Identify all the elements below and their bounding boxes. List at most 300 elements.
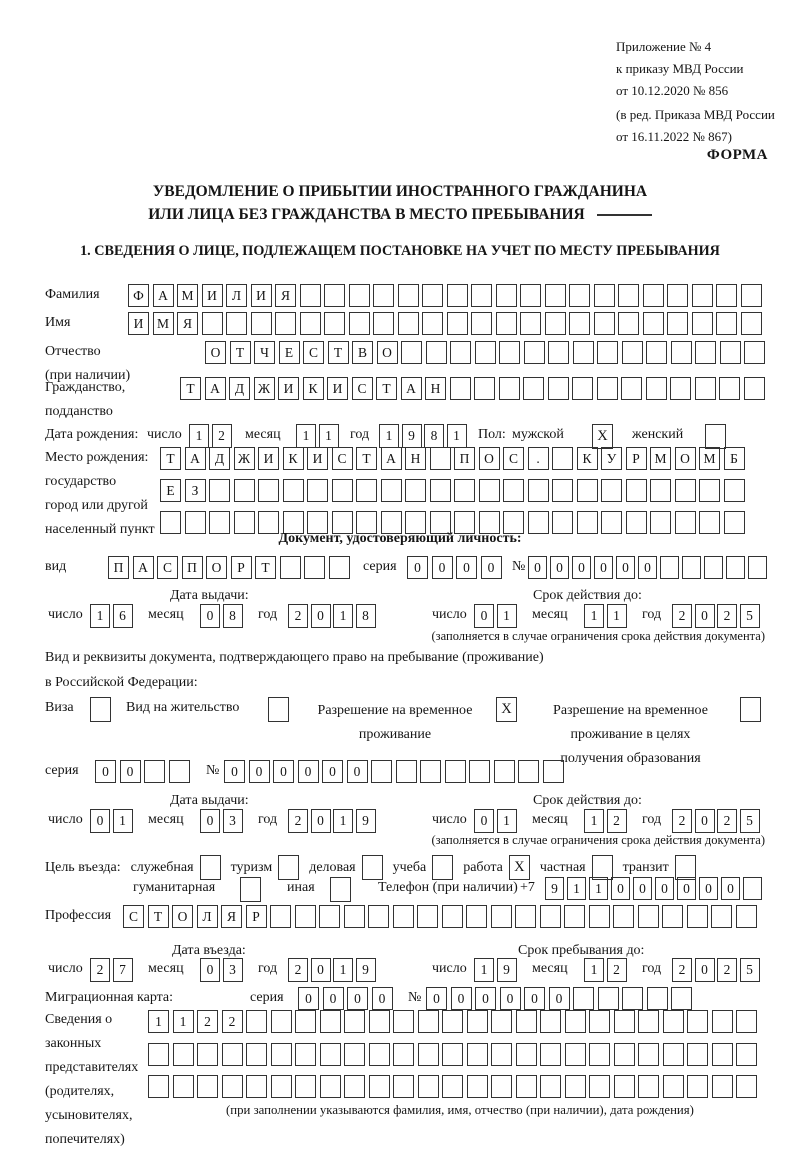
char-cell[interactable] [251, 312, 272, 335]
char-cell[interactable]: И [278, 377, 299, 400]
char-cell[interactable] [663, 1010, 684, 1033]
char-cell[interactable] [271, 1043, 292, 1066]
char-cell[interactable]: Ж [254, 377, 275, 400]
char-cell[interactable] [246, 1010, 267, 1033]
char-cell[interactable]: 0 [407, 556, 428, 579]
char-cell[interactable]: И [251, 284, 272, 307]
char-cell[interactable] [467, 1075, 488, 1098]
char-cell[interactable] [442, 1043, 463, 1066]
char-cell[interactable]: 8 [424, 424, 444, 448]
char-cell[interactable]: Т [148, 905, 169, 928]
char-cell[interactable] [447, 284, 468, 307]
char-cell[interactable] [520, 284, 541, 307]
char-cell[interactable] [499, 377, 520, 400]
char-cell[interactable]: 0 [90, 809, 110, 833]
char-cell[interactable]: А [381, 447, 402, 470]
char-cell[interactable]: С [303, 341, 324, 364]
char-cell[interactable] [643, 312, 664, 335]
char-cell[interactable]: 0 [524, 987, 545, 1010]
char-cell[interactable]: 1 [589, 877, 608, 900]
char-cell[interactable] [598, 987, 619, 1010]
char-cell[interactable]: Я [177, 312, 198, 335]
char-cell[interactable] [369, 1010, 390, 1033]
char-cell[interactable] [515, 905, 536, 928]
char-cell[interactable] [148, 1075, 169, 1098]
char-cell[interactable]: Е [279, 341, 300, 364]
char-cell[interactable]: . [528, 447, 549, 470]
char-cell[interactable]: 2 [717, 809, 737, 833]
char-cell[interactable] [589, 905, 610, 928]
char-cell[interactable]: 6 [113, 604, 133, 628]
char-cell[interactable] [682, 556, 701, 579]
char-cell[interactable] [545, 284, 566, 307]
char-cell[interactable] [569, 312, 590, 335]
char-cell[interactable]: С [157, 556, 178, 579]
char-cell[interactable] [516, 1043, 537, 1066]
sex-male-checkbox[interactable]: X [592, 424, 613, 449]
char-cell[interactable] [398, 284, 419, 307]
char-cell[interactable] [638, 1075, 659, 1098]
purpose-work-checkbox[interactable]: X [509, 855, 530, 880]
char-cell[interactable]: 1 [474, 958, 494, 982]
char-cell[interactable] [675, 479, 696, 502]
char-cell[interactable] [491, 1043, 512, 1066]
char-cell[interactable] [371, 760, 392, 783]
char-cell[interactable] [324, 312, 345, 335]
char-cell[interactable]: Л [226, 284, 247, 307]
char-cell[interactable] [520, 312, 541, 335]
char-cell[interactable]: 0 [474, 604, 494, 628]
char-cell[interactable] [368, 905, 389, 928]
char-cell[interactable] [589, 1043, 610, 1066]
char-cell[interactable] [258, 479, 279, 502]
char-cell[interactable] [736, 1043, 757, 1066]
char-cell[interactable] [450, 341, 471, 364]
char-cell[interactable]: 1 [333, 604, 353, 628]
char-cell[interactable] [594, 284, 615, 307]
char-cell[interactable] [430, 479, 451, 502]
char-cell[interactable]: 9 [497, 958, 517, 982]
char-cell[interactable] [712, 1010, 733, 1033]
char-cell[interactable] [479, 479, 500, 502]
char-cell[interactable] [430, 447, 451, 470]
char-cell[interactable] [516, 1010, 537, 1033]
visa-checkbox[interactable] [90, 697, 111, 722]
char-cell[interactable]: С [123, 905, 144, 928]
char-cell[interactable]: 0 [311, 604, 331, 628]
char-cell[interactable]: К [283, 447, 304, 470]
char-cell[interactable]: 2 [672, 604, 692, 628]
char-cell[interactable]: 1 [333, 958, 353, 982]
char-cell[interactable]: 0 [549, 987, 570, 1010]
char-cell[interactable] [300, 284, 321, 307]
char-cell[interactable] [540, 905, 561, 928]
char-cell[interactable]: 0 [594, 556, 613, 579]
char-cell[interactable] [499, 341, 520, 364]
char-cell[interactable]: 0 [633, 877, 652, 900]
char-cell[interactable] [597, 377, 618, 400]
char-cell[interactable] [618, 284, 639, 307]
char-cell[interactable]: 0 [249, 760, 270, 783]
char-cell[interactable]: 0 [298, 760, 319, 783]
char-cell[interactable]: 1 [567, 877, 586, 900]
char-cell[interactable]: 0 [372, 987, 393, 1010]
char-cell[interactable] [422, 312, 443, 335]
char-cell[interactable]: Т [230, 341, 251, 364]
char-cell[interactable]: 3 [223, 809, 243, 833]
char-cell[interactable] [442, 1010, 463, 1033]
char-cell[interactable]: М [650, 447, 671, 470]
residence-permit-checkbox[interactable] [268, 697, 289, 722]
char-cell[interactable] [148, 1043, 169, 1066]
char-cell[interactable]: Т [160, 447, 181, 470]
char-cell[interactable] [565, 1043, 586, 1066]
char-cell[interactable] [396, 760, 417, 783]
char-cell[interactable] [344, 1010, 365, 1033]
char-cell[interactable] [743, 877, 762, 900]
char-cell[interactable] [369, 1075, 390, 1098]
char-cell[interactable]: К [577, 447, 598, 470]
char-cell[interactable] [319, 905, 340, 928]
char-cell[interactable] [209, 479, 230, 502]
char-cell[interactable]: 7 [113, 958, 133, 982]
char-cell[interactable] [712, 1043, 733, 1066]
char-cell[interactable]: 1 [584, 809, 604, 833]
char-cell[interactable]: Н [405, 447, 426, 470]
char-cell[interactable] [469, 760, 490, 783]
char-cell[interactable] [712, 1075, 733, 1098]
char-cell[interactable] [573, 987, 594, 1010]
char-cell[interactable]: 0 [311, 809, 331, 833]
temp-residence-checkbox[interactable]: X [496, 697, 517, 722]
char-cell[interactable] [393, 1075, 414, 1098]
char-cell[interactable]: 0 [474, 809, 494, 833]
char-cell[interactable]: 9 [356, 958, 376, 982]
char-cell[interactable]: О [675, 447, 696, 470]
char-cell[interactable]: 1 [296, 424, 316, 448]
char-cell[interactable] [295, 1075, 316, 1098]
char-cell[interactable]: 0 [200, 958, 220, 982]
char-cell[interactable] [528, 479, 549, 502]
char-cell[interactable] [614, 1043, 635, 1066]
char-cell[interactable] [543, 760, 564, 783]
char-cell[interactable]: 0 [323, 987, 344, 1010]
char-cell[interactable]: О [205, 341, 226, 364]
char-cell[interactable]: 0 [456, 556, 477, 579]
char-cell[interactable]: 5 [740, 958, 760, 982]
char-cell[interactable] [300, 312, 321, 335]
char-cell[interactable] [597, 341, 618, 364]
char-cell[interactable]: 0 [347, 760, 368, 783]
char-cell[interactable]: 1 [333, 809, 353, 833]
char-cell[interactable]: Т [376, 377, 397, 400]
char-cell[interactable] [548, 377, 569, 400]
char-cell[interactable]: 0 [655, 877, 674, 900]
char-cell[interactable]: О [206, 556, 227, 579]
char-cell[interactable]: 0 [322, 760, 343, 783]
char-cell[interactable]: 2 [672, 809, 692, 833]
char-cell[interactable] [280, 556, 301, 579]
char-cell[interactable] [552, 447, 573, 470]
char-cell[interactable]: 1 [607, 604, 627, 628]
char-cell[interactable] [589, 1075, 610, 1098]
char-cell[interactable] [626, 479, 647, 502]
purpose-other-checkbox[interactable] [330, 877, 351, 902]
char-cell[interactable] [320, 1043, 341, 1066]
char-cell[interactable]: Л [197, 905, 218, 928]
char-cell[interactable] [270, 905, 291, 928]
char-cell[interactable] [401, 341, 422, 364]
char-cell[interactable] [496, 284, 517, 307]
char-cell[interactable]: А [401, 377, 422, 400]
char-cell[interactable]: И [202, 284, 223, 307]
char-cell[interactable] [646, 341, 667, 364]
char-cell[interactable] [711, 905, 732, 928]
char-cell[interactable] [405, 479, 426, 502]
edu-residence-checkbox[interactable] [740, 697, 761, 722]
char-cell[interactable]: 0 [95, 760, 116, 783]
char-cell[interactable] [736, 905, 757, 928]
char-cell[interactable] [246, 1043, 267, 1066]
char-cell[interactable] [474, 377, 495, 400]
char-cell[interactable] [552, 479, 573, 502]
char-cell[interactable] [667, 284, 688, 307]
char-cell[interactable] [467, 1043, 488, 1066]
char-cell[interactable] [736, 1010, 757, 1033]
char-cell[interactable] [442, 905, 463, 928]
char-cell[interactable]: Б [724, 447, 745, 470]
char-cell[interactable]: 0 [426, 987, 447, 1010]
char-cell[interactable] [418, 1043, 439, 1066]
char-cell[interactable]: 5 [740, 604, 760, 628]
char-cell[interactable]: 0 [200, 604, 220, 628]
char-cell[interactable]: 0 [347, 987, 368, 1010]
char-cell[interactable] [613, 905, 634, 928]
char-cell[interactable] [622, 987, 643, 1010]
char-cell[interactable] [720, 341, 741, 364]
char-cell[interactable] [601, 479, 622, 502]
char-cell[interactable] [226, 312, 247, 335]
char-cell[interactable] [381, 479, 402, 502]
char-cell[interactable]: 2 [288, 604, 308, 628]
char-cell[interactable]: 0 [677, 877, 696, 900]
char-cell[interactable]: А [185, 447, 206, 470]
char-cell[interactable] [349, 312, 370, 335]
char-cell[interactable] [663, 1075, 684, 1098]
char-cell[interactable]: 8 [223, 604, 243, 628]
char-cell[interactable] [687, 1043, 708, 1066]
char-cell[interactable] [564, 905, 585, 928]
char-cell[interactable] [646, 377, 667, 400]
char-cell[interactable] [144, 760, 165, 783]
char-cell[interactable] [295, 1043, 316, 1066]
char-cell[interactable]: 2 [672, 958, 692, 982]
char-cell[interactable]: 1 [584, 604, 604, 628]
char-cell[interactable]: 2 [90, 958, 110, 982]
char-cell[interactable] [442, 1075, 463, 1098]
char-cell[interactable] [548, 341, 569, 364]
char-cell[interactable]: 2 [607, 809, 627, 833]
char-cell[interactable] [426, 341, 447, 364]
char-cell[interactable] [663, 1043, 684, 1066]
char-cell[interactable] [516, 1075, 537, 1098]
char-cell[interactable]: М [153, 312, 174, 335]
char-cell[interactable]: Т [328, 341, 349, 364]
char-cell[interactable] [307, 479, 328, 502]
char-cell[interactable] [271, 1010, 292, 1033]
char-cell[interactable]: К [303, 377, 324, 400]
char-cell[interactable]: 0 [695, 809, 715, 833]
char-cell[interactable]: О [479, 447, 500, 470]
char-cell[interactable] [650, 479, 671, 502]
char-cell[interactable] [687, 1075, 708, 1098]
char-cell[interactable]: 2 [197, 1010, 218, 1033]
char-cell[interactable]: 2 [717, 958, 737, 982]
char-cell[interactable] [295, 905, 316, 928]
char-cell[interactable] [471, 312, 492, 335]
char-cell[interactable]: 1 [497, 809, 517, 833]
char-cell[interactable]: Я [275, 284, 296, 307]
char-cell[interactable]: 2 [717, 604, 737, 628]
char-cell[interactable] [726, 556, 745, 579]
char-cell[interactable]: 0 [695, 958, 715, 982]
char-cell[interactable] [614, 1010, 635, 1033]
char-cell[interactable]: С [503, 447, 524, 470]
char-cell[interactable]: З [185, 479, 206, 502]
char-cell[interactable] [275, 312, 296, 335]
char-cell[interactable] [418, 1075, 439, 1098]
purpose-humanitarian-checkbox[interactable] [240, 877, 261, 902]
char-cell[interactable] [667, 312, 688, 335]
char-cell[interactable] [736, 1075, 757, 1098]
char-cell[interactable]: Р [246, 905, 267, 928]
char-cell[interactable]: П [454, 447, 475, 470]
char-cell[interactable]: 8 [356, 604, 376, 628]
char-cell[interactable]: 5 [740, 809, 760, 833]
char-cell[interactable]: Т [180, 377, 201, 400]
char-cell[interactable] [565, 1075, 586, 1098]
char-cell[interactable] [670, 377, 691, 400]
char-cell[interactable]: 2 [288, 809, 308, 833]
char-cell[interactable] [398, 312, 419, 335]
char-cell[interactable] [744, 341, 765, 364]
char-cell[interactable] [271, 1075, 292, 1098]
char-cell[interactable]: 0 [699, 877, 718, 900]
char-cell[interactable]: 0 [120, 760, 141, 783]
char-cell[interactable] [687, 1010, 708, 1033]
char-cell[interactable] [344, 905, 365, 928]
char-cell[interactable] [594, 312, 615, 335]
char-cell[interactable]: 9 [356, 809, 376, 833]
char-cell[interactable] [420, 760, 441, 783]
char-cell[interactable] [475, 341, 496, 364]
char-cell[interactable]: 1 [148, 1010, 169, 1033]
char-cell[interactable] [671, 341, 692, 364]
char-cell[interactable] [699, 479, 720, 502]
char-cell[interactable] [518, 760, 539, 783]
char-cell[interactable] [540, 1043, 561, 1066]
char-cell[interactable]: М [699, 447, 720, 470]
char-cell[interactable] [741, 284, 762, 307]
char-cell[interactable] [716, 312, 737, 335]
char-cell[interactable]: И [327, 377, 348, 400]
char-cell[interactable] [524, 341, 545, 364]
char-cell[interactable]: 0 [528, 556, 547, 579]
char-cell[interactable]: 9 [402, 424, 422, 448]
char-cell[interactable]: 1 [173, 1010, 194, 1033]
char-cell[interactable] [393, 1043, 414, 1066]
char-cell[interactable]: 1 [379, 424, 399, 448]
char-cell[interactable] [173, 1043, 194, 1066]
char-cell[interactable] [283, 479, 304, 502]
char-cell[interactable] [344, 1043, 365, 1066]
char-cell[interactable]: Ч [254, 341, 275, 364]
char-cell[interactable]: 1 [497, 604, 517, 628]
char-cell[interactable]: П [108, 556, 129, 579]
char-cell[interactable]: 0 [721, 877, 740, 900]
char-cell[interactable]: 9 [545, 877, 564, 900]
char-cell[interactable]: Т [255, 556, 276, 579]
char-cell[interactable] [295, 1010, 316, 1033]
char-cell[interactable] [614, 1075, 635, 1098]
char-cell[interactable] [671, 987, 692, 1010]
char-cell[interactable] [320, 1010, 341, 1033]
char-cell[interactable] [647, 987, 668, 1010]
char-cell[interactable]: О [377, 341, 398, 364]
char-cell[interactable]: 0 [432, 556, 453, 579]
char-cell[interactable] [349, 284, 370, 307]
char-cell[interactable] [523, 377, 544, 400]
char-cell[interactable] [450, 377, 471, 400]
char-cell[interactable]: 2 [607, 958, 627, 982]
char-cell[interactable] [643, 284, 664, 307]
char-cell[interactable] [373, 312, 394, 335]
char-cell[interactable] [320, 1075, 341, 1098]
char-cell[interactable] [565, 1010, 586, 1033]
char-cell[interactable] [695, 341, 716, 364]
char-cell[interactable] [662, 905, 683, 928]
char-cell[interactable] [329, 556, 350, 579]
char-cell[interactable]: 0 [475, 987, 496, 1010]
char-cell[interactable]: Ф [128, 284, 149, 307]
char-cell[interactable] [744, 377, 765, 400]
char-cell[interactable] [704, 556, 723, 579]
char-cell[interactable]: И [307, 447, 328, 470]
char-cell[interactable] [234, 479, 255, 502]
char-cell[interactable]: У [601, 447, 622, 470]
char-cell[interactable] [540, 1075, 561, 1098]
char-cell[interactable] [569, 284, 590, 307]
char-cell[interactable]: Я [221, 905, 242, 928]
char-cell[interactable] [621, 377, 642, 400]
char-cell[interactable] [344, 1075, 365, 1098]
char-cell[interactable] [573, 341, 594, 364]
char-cell[interactable] [466, 905, 487, 928]
char-cell[interactable] [467, 1010, 488, 1033]
char-cell[interactable] [494, 760, 515, 783]
char-cell[interactable] [748, 556, 767, 579]
char-cell[interactable]: П [182, 556, 203, 579]
char-cell[interactable]: 0 [451, 987, 472, 1010]
char-cell[interactable] [445, 760, 466, 783]
char-cell[interactable] [173, 1075, 194, 1098]
char-cell[interactable] [197, 1043, 218, 1066]
char-cell[interactable] [369, 1043, 390, 1066]
char-cell[interactable] [687, 905, 708, 928]
char-cell[interactable]: Т [356, 447, 377, 470]
char-cell[interactable] [304, 556, 325, 579]
char-cell[interactable]: И [258, 447, 279, 470]
